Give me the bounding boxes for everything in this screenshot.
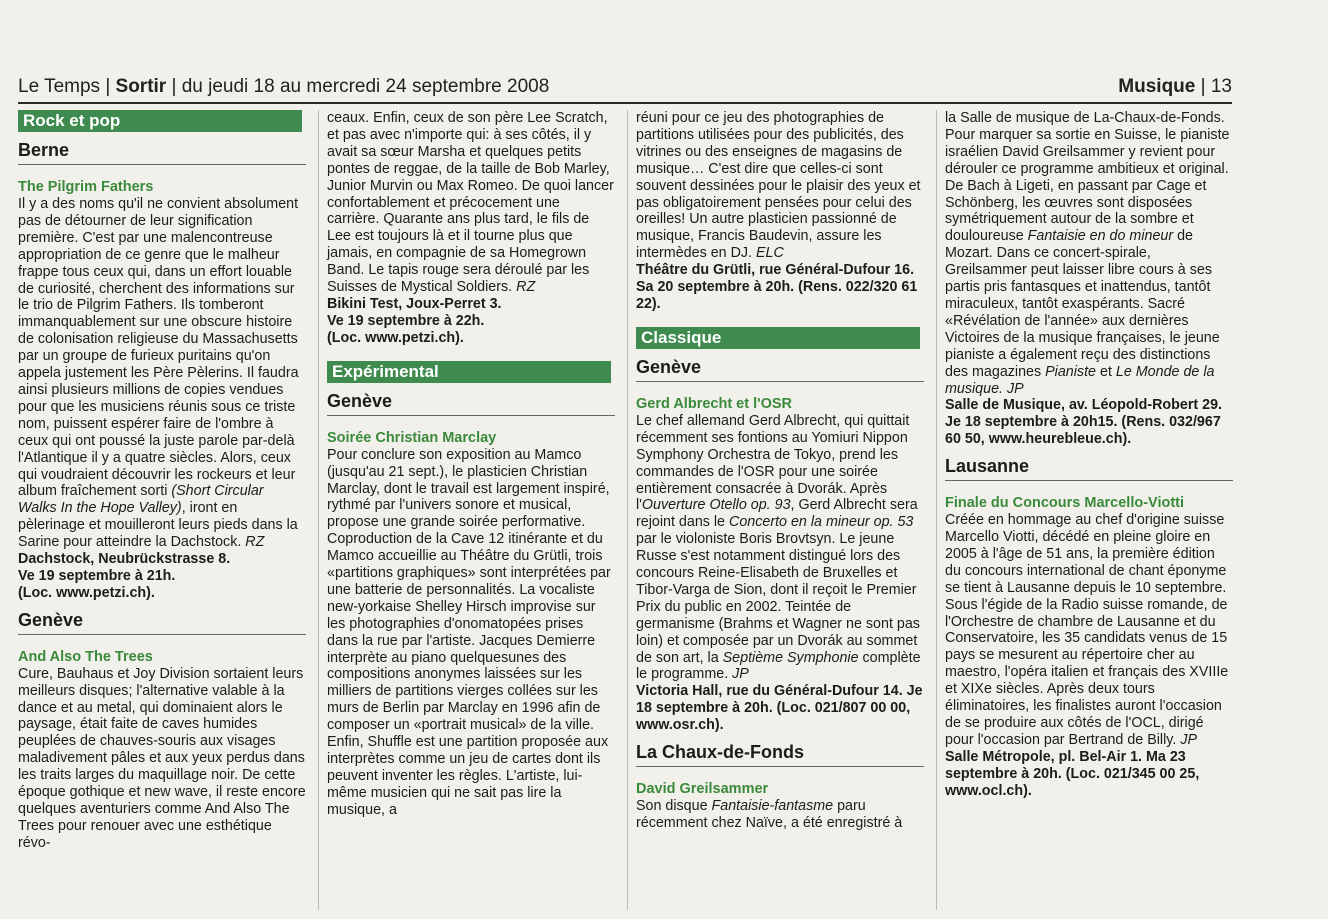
page-header [18,76,1232,100]
header-left [18,76,549,98]
body-text: Son disque [636,798,712,815]
author-signature: RZ [516,279,536,296]
header-right [1118,76,1232,98]
column-1 [18,110,306,852]
event-body [636,413,924,684]
event-tickets: (Loc. www.petzi.ch). [327,329,464,346]
author-signature: RZ [245,534,265,551]
paper-name: Le Temps [18,76,101,97]
event-body: Cure, Bauhaus et Joy Division sortaient leurs meilleurs disques; l'alternative valable à la dance et au metal, qui dominaient alors le paysage, était faite de caves humides peuplées de chauves-souris aux visages maladivement pâles et aux yeux perdus dans les traits larges du maquillage noir. De cette époque gothique et new wave, il reste encore quelques aventuriers comme And Also The Trees pour renouer avec une esthétique révo- [18,665,306,851]
work-title: Ouverture Otello op. 93 [641,497,791,514]
section-band-rock: Rock et pop [18,110,302,132]
body-text: Créée en hommage au chef d'origine suisse Marcello Viotti, décédé en pleine gloire en 2005 à l'âge de 51 ans, la première édition du concours international de chant éponyme se tient à Lausanne depuis le 10 septembre. Sous l'égide de la Radio suisse romande, de l'Orchestre de chambre de Lausanne et du Conservatoire, les 35 candidats venus de 15 pays se mesurent au répertoire cher au maestro, l'opéra italien et français des XVIIIe et XIXe siècles. Après deux tours éliminatoires, les finalistes auront l'occasion de se produire aux côtés de l'OCL, dirigé pour l'occasion par Bertrand de Billy. [945,512,1229,748]
page-number: 13 [1210,76,1232,97]
column-2 [327,110,615,819]
city-heading-lausanne: Lausanne [945,454,1233,481]
event-tickets: (Loc. www.petzi.ch). [18,584,155,601]
body-text: Il y a des noms qu'il ne convient absolument pas de détourner de leur signification première. C'est par une malencontreuse appropriation de ce genre que le malheur frappe tous ceux qui, dans un effort louable de curiosité, cherchent des informations sur le trio de Pilgrim Fathers. Ils tomberont immanquablement sur une obscure histoire de colonisation religieuse du Massachusetts par un groupe de furieux puritains qu'on appela justement les Père Pèlerins. Il faudra ainsi plusieurs millions de copies vendues pour que les musiciens réunis sous ce triste nom, puissent espérer faire de l'ombre à ceux qui ont poussé la juste parole par-delà l'Atlantique il y a quatre siècles. Alors, ceux qui voudraient découvrir les rockeurs et leur album fraîchement sorti [18,196,299,500]
body-text: ceaux. Enfin, ceux de son père Lee Scratch, et pas avec n'importe qui: à ses côtés, il y avait sa sœur Marsha et quelques petits pontes de reggae, de la taille de Bob Marley, Junior Murvin ou Max Romeo. De quoi lancer confortablement et précocement une carrière. Quarante ans plus tard, le fils de Lee est toujours là et il tourne plus que jamais, en compagnie de sa Homegrown Band. Le tapis rouge sera déroulé par les Suisses de Mystical Soldiers. [327,110,614,296]
event-body [636,798,924,832]
event-title: The Pilgrim Fathers [18,179,154,195]
column-3 [636,110,924,832]
event-venue: Salle Métropole, pl. Bel-Air 1. Ma 23 septembre à 20h. (Loc. 021/345 00 25, www.ocl.ch). [945,748,1200,799]
event-body: Pour conclure son exposition au Mamco (jusqu'au 21 sept.), le plasticien Christian Marclay, dont le travail est largement inspiré, rythmé par l'univers sonore et musical, propose une grande soirée performative. Coproduction de la Cave 12 itinérante et du Mamco accueillie au Théâtre du Grütli, trois «partitions graphiques» sont interprétées par une batterie de personnalités. La vocaliste new-yorkaise Shelley Hirsch improvise sur les photographies d'onomatopées prises dans la rue par l'artiste. Jacques Demierre interprète au piano quelquesunes des compositions anonymes laissées sur les milliers de partitions vierges collées sur les murs de Berlin par Marclay en 1996 afin de composer un «portrait musical» de la ville. Enfin, Shuffle est une partition proposée aux interprètes comme un jeu de cartes dont ils peuvent inventer les règles. L'artiste, lui-même musicien qui ne sait pas lire la musique, a [327,446,611,818]
body-text: de Mozart. Dans ce concert-spirale, Greilsammer peut laisser libre cours à ses partis pris fantasques et inattendus, tantôt miraculeux, tantôt exaspérants. Sacré «Révélation de l'année» aux dernières Victoires de la musique françaises, le jeune pianiste a également reçu des distinctions des magazines [945,228,1220,380]
event-date: Ve 19 septembre à 22h. [327,312,485,329]
continued-body [636,110,924,262]
album-title: Fantaisie-fantasme [711,798,834,815]
body-text: , Gerd Albrecht sera rejoint dans le [636,497,918,531]
event-title: David Greilsammer [636,781,769,798]
event-venue: Dachstock, Neubrückstrasse 8. [18,551,231,568]
header-separator: | [1200,76,1206,97]
author-signature: JP [732,666,749,683]
spacer [636,313,924,327]
section-band-classique: Classique [636,327,920,349]
event-venue: Bikini Test, Joux-Perret 3. [327,295,502,312]
spacer [327,347,615,361]
magazine-title: Le Monde de la musique. [945,363,1215,397]
author-signature: JP [1180,731,1198,748]
continued-body [327,110,615,296]
body-text: , iront en pèlerinage et mouilleront leurs pieds dans la Sarine pour atteindre la Dachstock. [18,500,298,551]
event-venue: Salle de Musique, av. Léopold-Robert 29. Je 18 septembre à 20h15. (Rens. 032/967 60 50, www.heurebleue.ch). [945,397,1222,448]
body-text: par le violoniste Boris Brovtsyn. Le jeune Russe s'est notamment distingué lors des concours Reine-Elisabeth de Bruxelles et Tibor-Varga de Sion, dont il reçoit le Premier Prix du public en 2002. Teintée de germanisme (Brahms et Wagner ne sont pas loin) et composée par un Dvorák au sommet de son art, la [636,531,920,666]
event-date: Ve 19 septembre à 21h. [18,567,176,584]
body-text: réuni pour ce jeu des photographies de partitions utilisées pour des publicités, des vitrines ou des enseignes de magasins de musique… C'est dire que celles-ci sont souvent dessinées pour le plaisir des yeux et pas obligatoirement pensées pour celui des oreilles! Un autre plasticien passionné de musique, Francis Baudevin, assure les intermèdes en DJ. [636,110,921,262]
city-heading-chaux-de-fonds: La Chaux-de-Fonds [636,740,924,767]
event-title: And Also The Trees [18,648,153,665]
issue-dates: du jeudi 18 au mercredi 24 septembre 2008 [181,76,550,97]
city-heading-geneve: Genève [327,389,615,416]
rubric-name: Musique [1118,76,1196,97]
column-4 [945,110,1233,800]
header-separator: | [105,76,111,97]
work-title: Septième Symphonie [722,649,859,666]
author-signature: ELC [756,245,784,262]
city-heading-geneve: Genève [18,608,306,635]
column-divider [318,110,319,910]
column-divider [936,110,937,910]
city-heading-geneve: Genève [636,355,924,382]
event-title: Finale du Concours Marcello-Viotti [945,495,1185,512]
header-separator: | [171,76,177,97]
city-heading-berne: Berne [18,138,306,165]
event-body [945,512,1233,749]
body-text: Le chef allemand Gerd Albrecht, qui quittait récemment ses fontions au Yomiuri Nippon Symphony Orchestra de Tokyo, prend les commandes de l'OSR pour une soirée entièrement consacrée à Dvorák. Après l' [636,412,910,514]
column-divider [627,110,628,910]
body-text: la Salle de musique de La-Chaux-de-Fonds. Pour marquer sa sortie en Suisse, le pianiste israélien David Greilsammer y revient pour dérouler ce programme ambitieux et original. De Bach à Ligeti, en passant par Cage et Schönberg, les œuvres sont disposées symétriquement autour de la sombre et douloureuse [945,110,1230,245]
author-signature: JP [1007,380,1024,397]
event-body [18,196,306,551]
magazine-title: Pianiste [1045,363,1097,380]
event-title: Soirée Christian Marclay [327,429,497,446]
body-text: complète le programme. [636,649,921,683]
work-title: Fantaisie en do mineur [1027,228,1174,245]
body-text: et [1096,363,1116,380]
header-rule [18,102,1232,104]
continued-body [945,110,1233,397]
body-text: paru récemment chez Naïve, a été enregistré à [636,798,903,831]
album-title: (Short Circular Walks In the Hope Valley) [18,483,264,517]
section-band-experimental: Expérimental [327,361,611,383]
work-title: Concerto en la mineur op. 53 [729,514,914,531]
event-venue: Théâtre du Grütli, rue Général-Dufour 16. Sa 20 septembre à 20h. (Rens. 022/320 61 22). [636,262,918,312]
event-title: Gerd Albrecht et l'OSR [636,395,792,412]
event-venue: Victoria Hall, rue du Général-Dufour 14. Je 18 septembre à 20h. (Loc. 021/807 00 00, www.osr.ch). [636,683,923,734]
section-name: Sortir [115,76,167,97]
